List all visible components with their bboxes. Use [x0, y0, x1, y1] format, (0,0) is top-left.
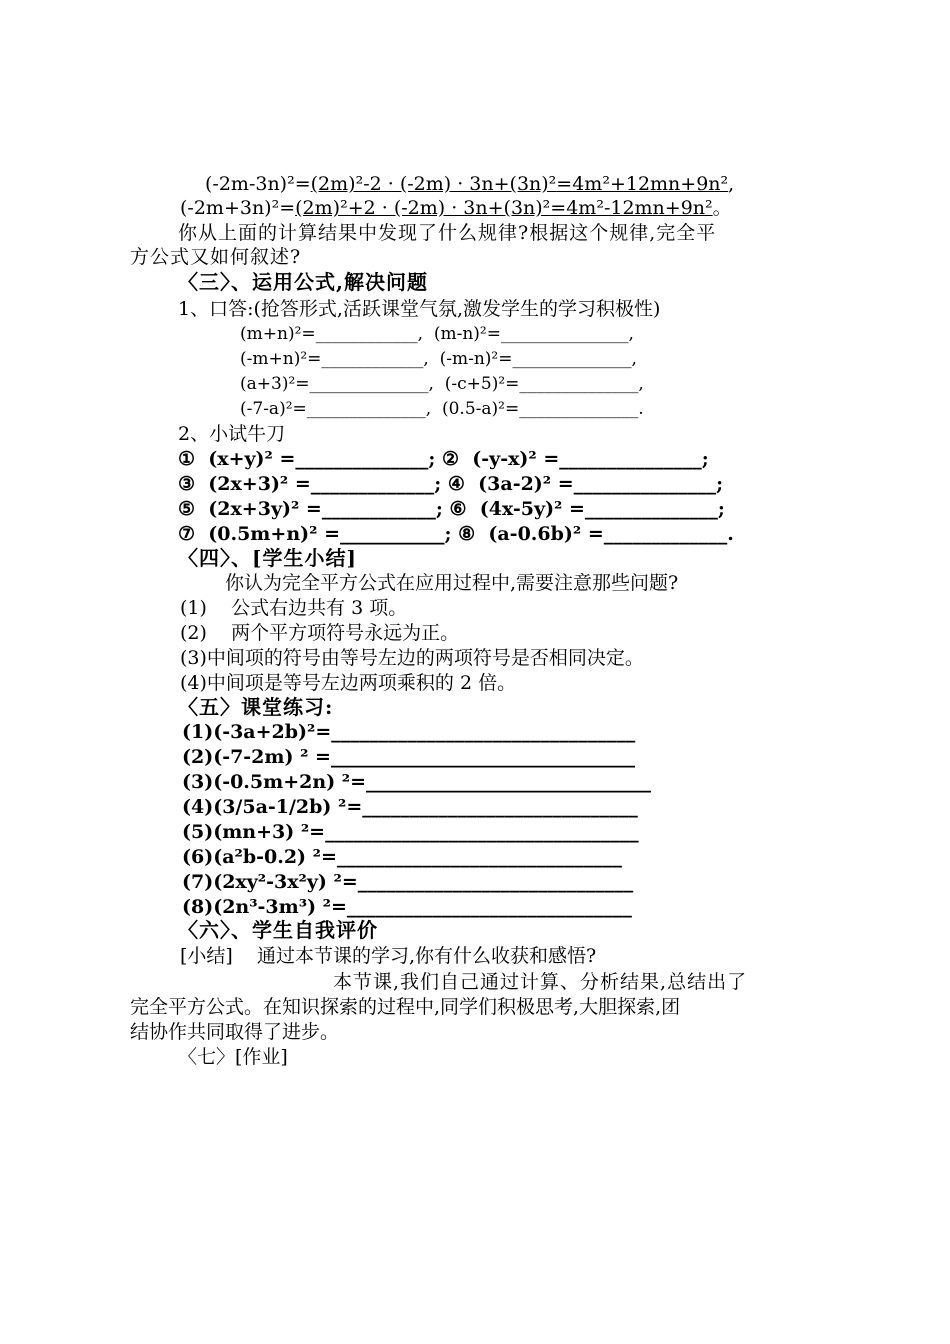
- reflection-line-1: 本节课,我们自己通过计算、分析结果,总结出了: [333, 971, 748, 993]
- section-4-heading: 〈四〉、[学生小结]: [178, 546, 357, 570]
- reflection-line-2: 完全平方公式。在知识探索的过程中,同学们积极思考,大胆探索,团: [130, 996, 681, 1018]
- summary-point-3: (3)中间项的符号由等号左边的两项符号是否相同决定。: [180, 647, 644, 669]
- eq2-result: =4m²-12mn+9n²: [550, 197, 713, 219]
- try-row-3: ⑤ (2x+3y)² =____________; ⑥ (4x-5y)² =______________;: [178, 498, 725, 520]
- try-row-1: ① (x+y)² =______________; ② (-y-x)² =_______________;: [178, 448, 709, 470]
- eq1-tail: ,: [728, 173, 735, 195]
- section-5-heading: 〈五〉课堂练习:: [178, 695, 334, 719]
- eq2-lhs: (-2m+3n)²=: [180, 197, 296, 219]
- summary-point-4: (4)中间项是等号左边两项乘积的 2 倍。: [180, 672, 517, 694]
- section-6-heading: 〈六〉、学生自我评价: [178, 918, 378, 942]
- question-line-1: 你从上面的计算结果中发现了什么规律?根据这个规律,完全平: [178, 222, 717, 244]
- eq1-result: =4m²+12mn+9n²: [556, 173, 729, 195]
- exercise-item-8: (8)(2n³-3m³) ²=______________________________: [182, 896, 632, 918]
- oral-row-1: (m+n)²=____________, (m-n)²=_______________,: [240, 324, 634, 344]
- summary-question: 你认为完全平方公式在应用过程中,需要注意那些问题?: [225, 572, 679, 594]
- summary-point-1: (1) 公式右边共有 3 项。: [180, 597, 408, 619]
- exercise-item-3: (3)(-0.5m+2n) ²=______________________________: [182, 771, 652, 793]
- equation-line-1: [205, 172, 734, 196]
- exercise-item-7: (7)(2xy²-3x²y) ²=_____________________________: [182, 871, 634, 893]
- summary-point-2: (2) 两个平方项符号永远为正。: [180, 622, 460, 644]
- oral-row-4: (-7-a)²=______________, (0.5-a)²=______________.: [240, 399, 644, 419]
- eq1-lhs: (-2m-3n)²=: [205, 173, 311, 195]
- reflection-line-3: 结协作共同取得了进步。: [130, 1021, 340, 1043]
- oral-row-2: (-m+n)²=____________, (-m-n)²=______________,: [240, 349, 637, 369]
- section-7-heading: 〈七〉[作业]: [178, 1046, 288, 1068]
- eq2-tail: 。: [712, 197, 732, 219]
- question-line-2: 方公式又如何叙述?: [130, 246, 302, 268]
- exercise-item-2: (2)(-7-2m) ² =________________________________: [182, 746, 635, 768]
- try-title: 2、小试牛刀: [178, 423, 286, 445]
- oral-answer-title: 1、口答:(抢答形式,活跃课堂气氛,激发学生的学习积极性): [178, 298, 661, 320]
- try-row-2: ③ (2x+3)² =_____________; ④ (3a-2)² =_______________;: [178, 473, 724, 495]
- eq1-expansion: (2m)²-2 · (-2m) · 3n+(3n)²: [310, 173, 557, 195]
- eq2-expansion: (2m)²+2 · (-2m) · 3n+(3n)²: [295, 197, 551, 219]
- section-3-heading: 〈三〉、运用公式,解决问题: [178, 270, 428, 294]
- exercise-item-1: (1)(-3a+2b)²=________________________________: [182, 721, 636, 743]
- oral-row-3: (a+3)²=______________, (-c+5)²=______________,: [240, 374, 644, 394]
- equation-line-2: [180, 196, 732, 220]
- try-row-4: ⑦ (0.5m+n)² =___________; ⑧ (a-0.6b)² =_____________.: [178, 523, 734, 545]
- self-summary-line: [小结] 通过本节课的学习,你有什么收获和感悟?: [180, 945, 597, 967]
- exercise-item-4: (4)(3/5a-1/2b) ²=_____________________________: [182, 796, 638, 818]
- exercise-item-5: (5)(mn+3) ²=_________________________________: [182, 821, 639, 843]
- exercise-item-6: (6)(a²b-0.2) ²=______________________________: [182, 846, 622, 868]
